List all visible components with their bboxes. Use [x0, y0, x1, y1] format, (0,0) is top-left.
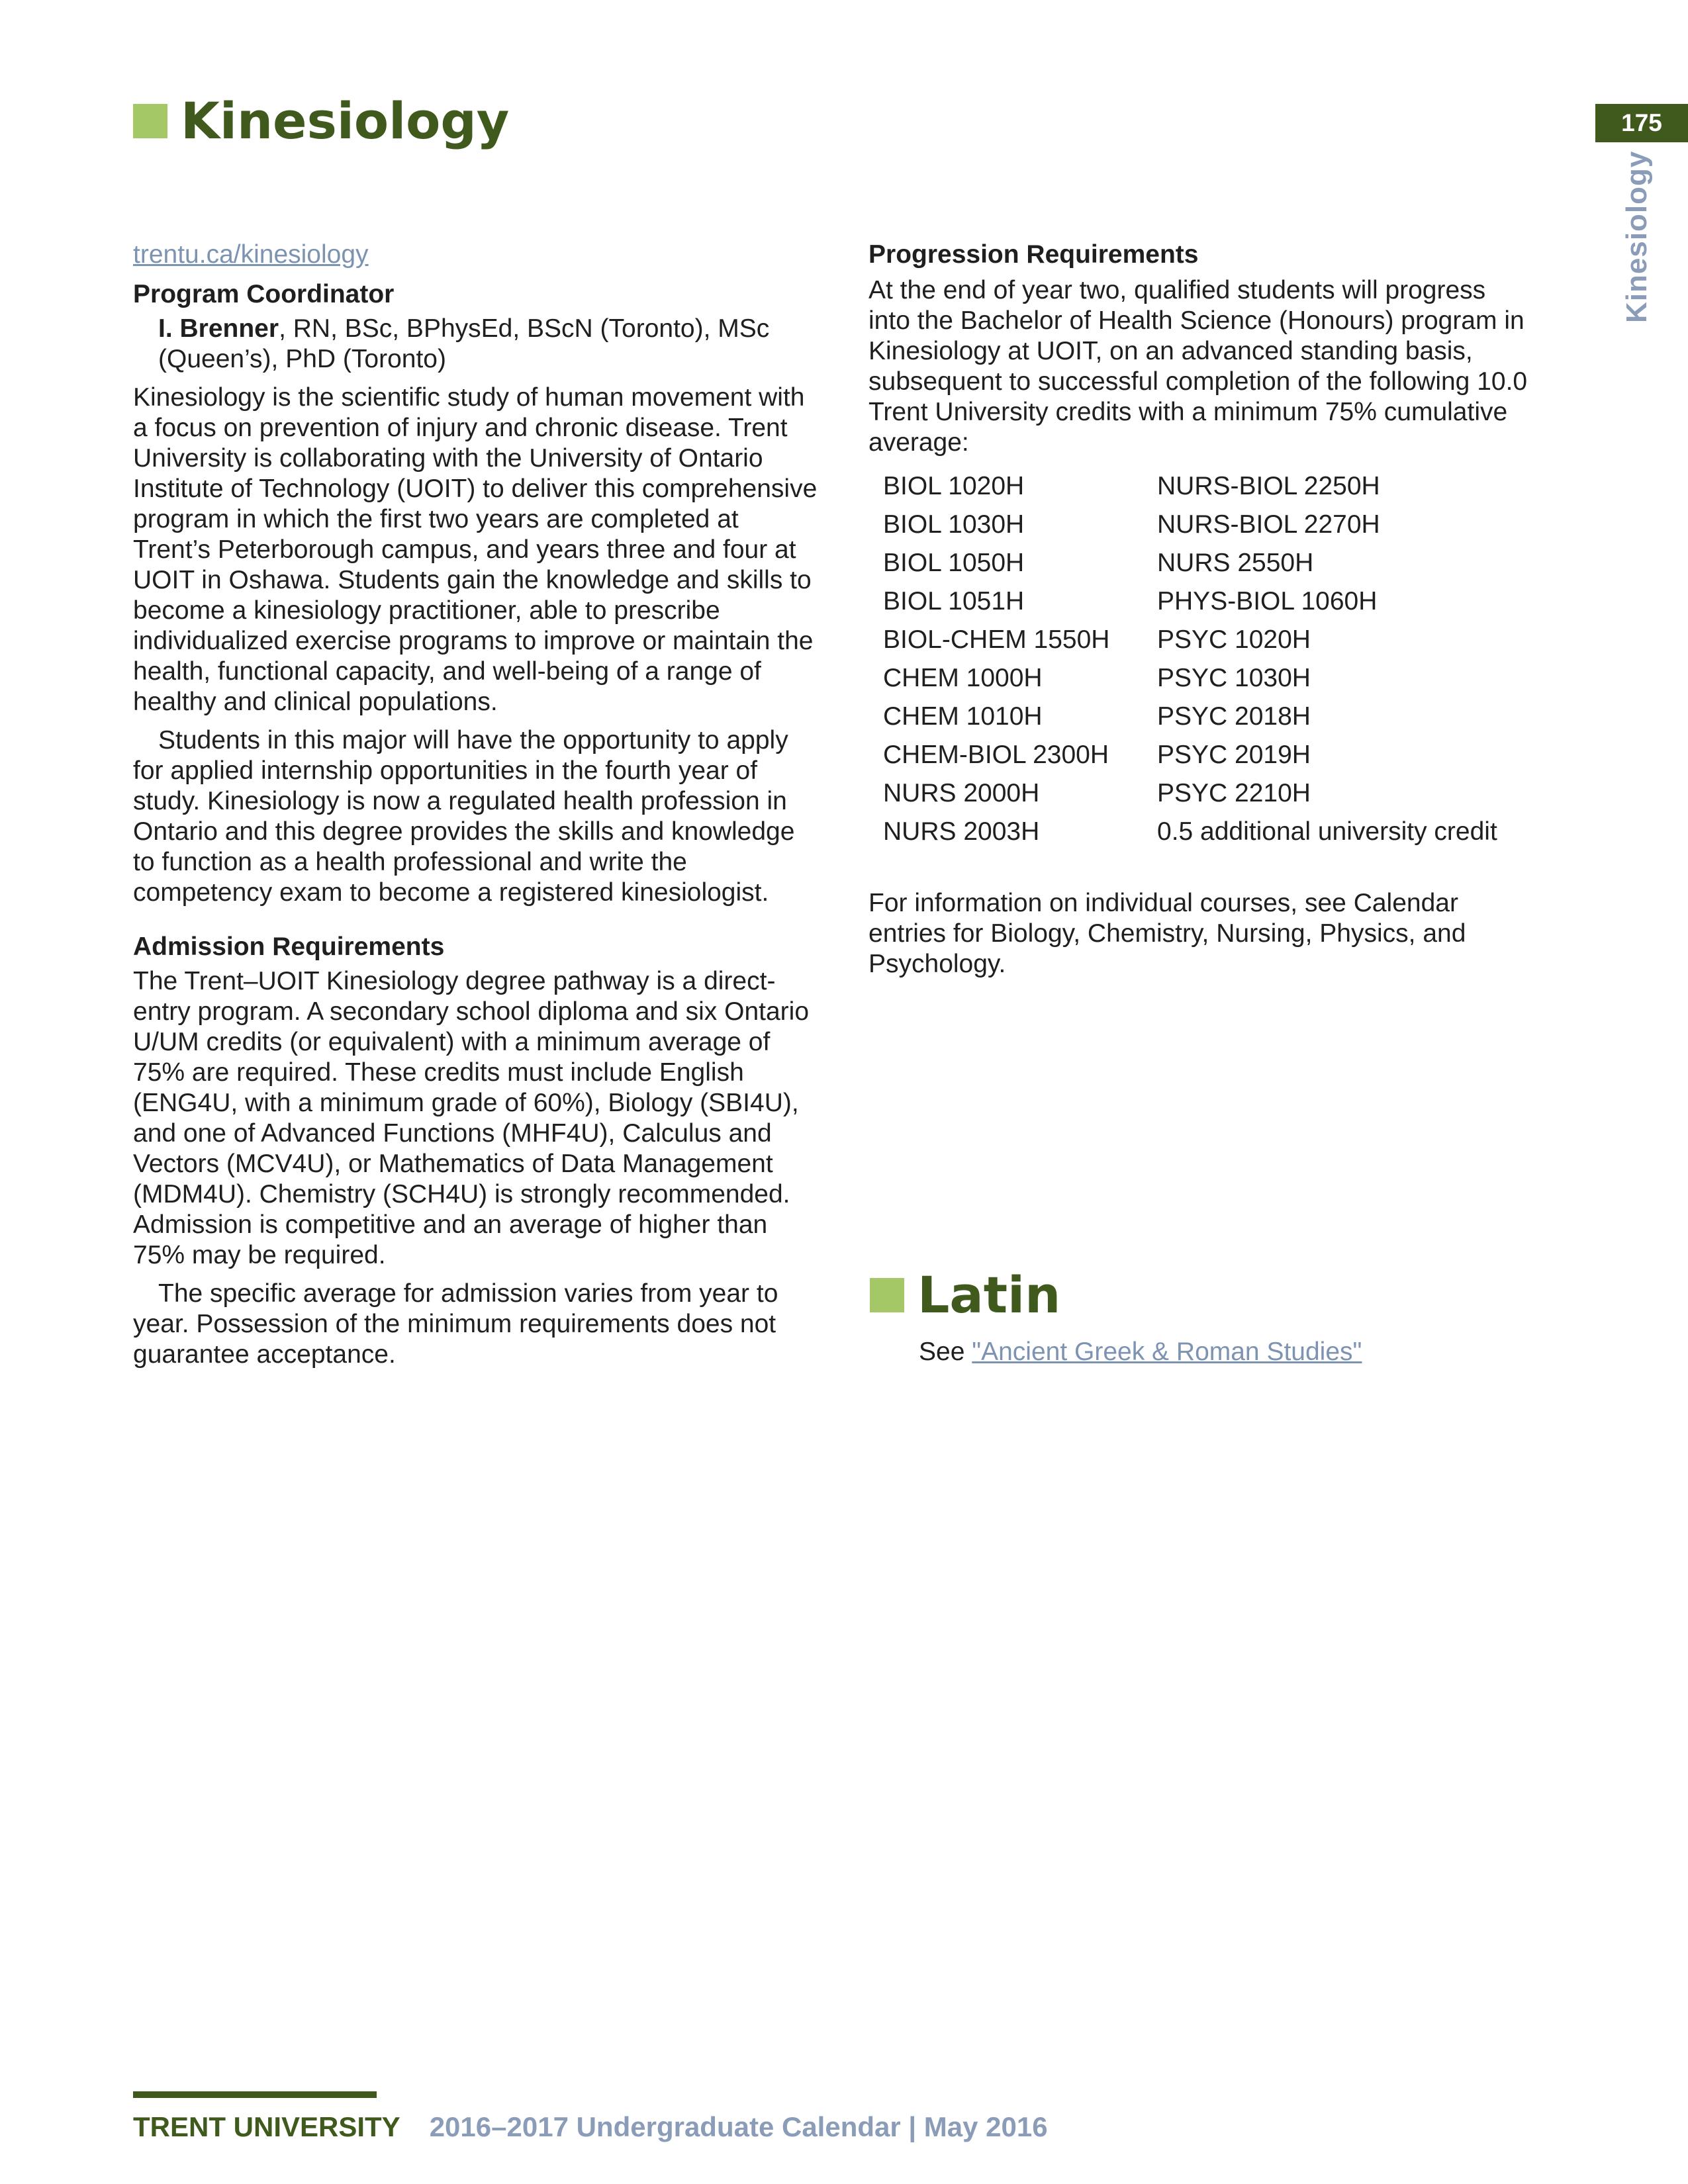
- course-cell: NURS 2000H: [883, 779, 1040, 807]
- course-cell: BIOL 1030H: [883, 510, 1025, 539]
- heading-bullet-square: [870, 1278, 904, 1312]
- latin-title: Latin: [917, 1265, 1061, 1324]
- course-cell: PSYC 2210H: [1157, 779, 1311, 807]
- heading-bullet-square: [133, 104, 167, 138]
- course-row: [883, 774, 1497, 813]
- latin-heading: [870, 1265, 1060, 1324]
- page-footer: [133, 2111, 1048, 2143]
- intro-paragraph: Kinesiology is the scientific study of human movement with a focus on prevention of injury and chronic disease. Trent University is collaborating with the University of Ontario Institute of Technology (UOIT) to deliver this comprehensive program in which the first two years are completed at Trent’s Peterborough campus, and years three and four at UOIT in Oshawa. Students gain the knowledge and skills to become a kinesiology practitioner, able to prescribe individualized exercise programs to improve or maintain the health, functional capacity, and well-being of a range of healthy and clinical populations.: [133, 383, 818, 716]
- right-column: [868, 240, 1530, 979]
- website-link[interactable]: trentu.ca/kinesiology: [133, 240, 369, 269]
- course-row: [883, 621, 1497, 659]
- course-cell: NURS 2550H: [1157, 549, 1314, 577]
- admission-average-paragraph: The specific average for admission varies from year to year. Possession of the minimum requirements does not guarantee acceptance.: [133, 1279, 778, 1369]
- course-cell: PHYS-BIOL 1060H: [1157, 587, 1378, 615]
- course-row: [883, 582, 1497, 621]
- footer-calendar-edition: 2016–2017 Undergraduate Calendar | May 2016: [429, 2111, 1048, 2142]
- latin-see-reference: [919, 1337, 1362, 1367]
- course-row: [883, 736, 1497, 774]
- internship-paragraph: Students in this major will have the opportunity to apply for applied internship opportunities in the fourth year of study. Kinesiology is now a regulated health profession in Ontario and this degree provides the skills and knowledge to function as a health professional and write the competency exam to become a registered kinesiologist.: [133, 726, 795, 907]
- coordinator-heading: Program Coordinator: [133, 280, 395, 308]
- course-row: [883, 698, 1497, 736]
- course-cell: NURS 2003H: [883, 817, 1040, 846]
- coordinator-entry: [133, 314, 821, 375]
- ancient-greek-roman-studies-link[interactable]: "Ancient Greek & Roman Studies": [972, 1338, 1362, 1366]
- admission-heading: Admission Requirements: [133, 933, 445, 961]
- course-cell: PSYC 1030H: [1157, 664, 1311, 692]
- course-row: [883, 467, 1497, 506]
- kinesiology-heading: [133, 91, 509, 150]
- course-cell: NURS-BIOL 2270H: [1157, 510, 1380, 539]
- see-label: See: [919, 1338, 965, 1366]
- course-row: [883, 813, 1497, 851]
- course-cell: BIOL 1051H: [883, 587, 1025, 615]
- course-row: [883, 544, 1497, 582]
- side-section-label: Kinesiology: [1620, 150, 1653, 323]
- course-row: [883, 659, 1497, 698]
- course-cell: PSYC 1020H: [1157, 625, 1311, 654]
- course-cell: PSYC 2018H: [1157, 702, 1311, 731]
- footer-rule: [133, 2091, 377, 2098]
- course-row: [883, 506, 1497, 544]
- course-cell: CHEM-BIOL 2300H: [883, 741, 1109, 769]
- course-cell: CHEM 1000H: [883, 664, 1043, 692]
- course-cell: BIOL 1020H: [883, 472, 1025, 500]
- coordinator-credentials: , RN, BSc, BPhysEd, BScN (Toronto), MSc (Queen’s), PhD (Toronto): [158, 314, 770, 373]
- left-column: [133, 240, 821, 1370]
- course-cell: 0.5 additional university credit: [1157, 817, 1497, 846]
- course-info-paragraph: For information on individual courses, see Calendar entries for Biology, Chemistry, Nursing, Physics, and Psychology.: [868, 889, 1466, 978]
- admission-paragraph: The Trent–UOIT Kinesiology degree pathway is a direct-entry program. A secondary school diploma and six Ontario U/UM credits (or equivalent) with a minimum average of 75% are required. These credits must include English (ENG4U, with a minimum grade of 60%), Biology (SBI4U), and one of Advanced Functions (MHF4U), Calculus and Vectors (MCV4U), or Mathematics of Data Management (MDM4U). Chemistry (SCH4U) is strongly recommended. Admission is competitive and an average of higher than 75% may be required.: [133, 967, 810, 1269]
- coordinator-name: I. Brenner: [158, 314, 279, 343]
- course-cell: CHEM 1010H: [883, 702, 1043, 731]
- course-list-table: [883, 467, 1497, 851]
- kinesiology-title: Kinesiology: [181, 91, 510, 150]
- progression-paragraph: At the end of year two, qualified students will progress into the Bachelor of Health Science (Honours) program in Kinesiology at UOIT, on an advanced standing basis, subsequent to successful completion of the following 10.0 Trent University credits with a minimum 75% cumulative average:: [868, 276, 1528, 457]
- course-cell: BIOL-CHEM 1550H: [883, 625, 1110, 654]
- course-cell: PSYC 2019H: [1157, 741, 1311, 769]
- footer-university: TRENT UNIVERSITY: [133, 2111, 400, 2142]
- course-cell: NURS-BIOL 2250H: [1157, 472, 1380, 500]
- course-cell: BIOL 1050H: [883, 549, 1025, 577]
- progression-heading: Progression Requirements: [868, 240, 1199, 269]
- page-number-badge: 175: [1595, 104, 1688, 142]
